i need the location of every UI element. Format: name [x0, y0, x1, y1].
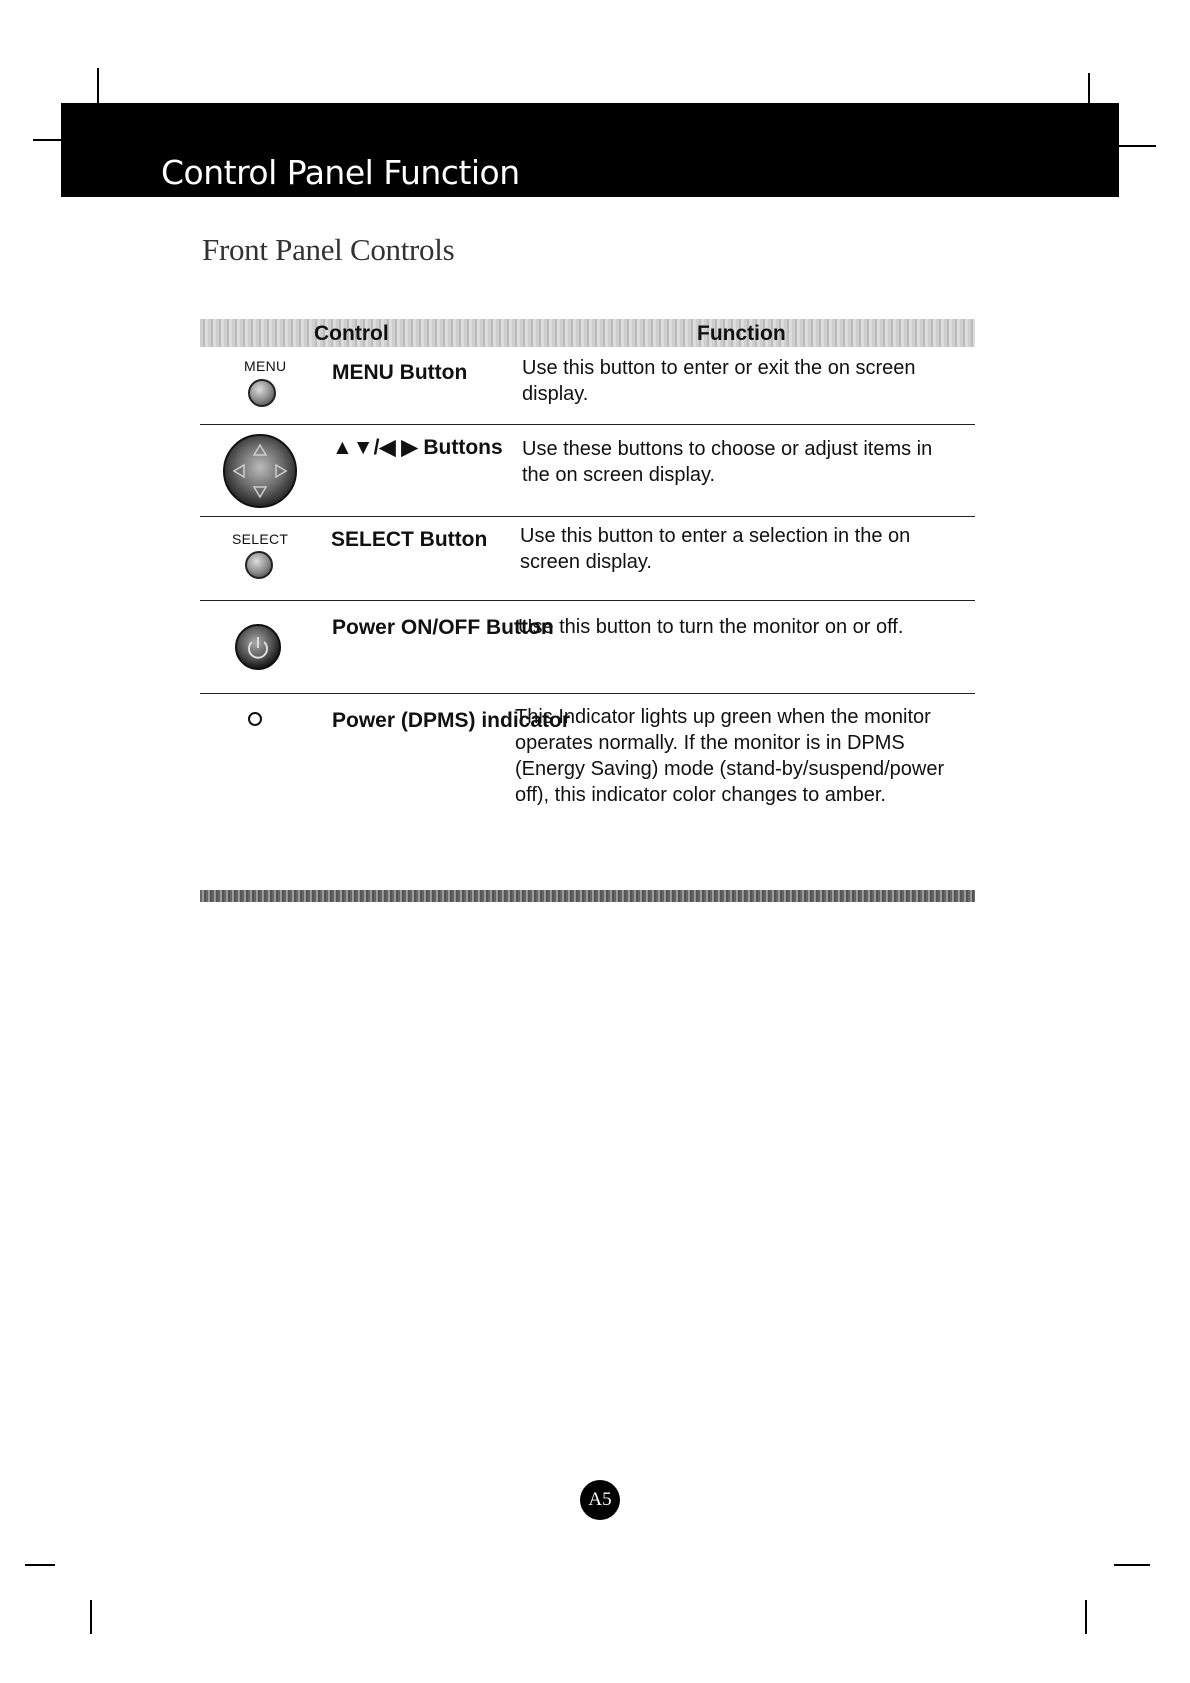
header-bar: [61, 103, 1119, 197]
page-title: Control Panel Function: [161, 153, 520, 192]
control-function: Use this button to turn the monitor on or off.: [518, 616, 904, 638]
control-function: This Indicator lights up green when the monitor operates normally. If the monitor is in DPMS (Energy Saving) mode (stand-by/suspend/power off), this indicator color changes to amber.: [515, 706, 945, 806]
column-header-function: Function: [697, 322, 786, 345]
crop-mark: [33, 139, 63, 141]
section-title: Front Panel Controls: [202, 232, 455, 267]
control-name: Power (DPMS) indicator: [332, 709, 571, 732]
table-row: [200, 517, 975, 601]
column-header-control: Control: [314, 322, 389, 345]
button-caption: MENU: [244, 358, 287, 374]
control-name: ▲▼/◀ ▶ Buttons: [332, 436, 503, 459]
power-indicator-icon: [248, 712, 262, 726]
table-header: [200, 319, 975, 347]
crop-mark: [1085, 1600, 1087, 1634]
crop-mark: [1119, 145, 1156, 147]
crop-mark: [25, 1564, 55, 1566]
table-row: [200, 352, 975, 425]
power-button-icon: [234, 623, 282, 671]
table-row: [200, 694, 975, 854]
control-function: Use this button to enter a selection in the on screen display.: [520, 525, 911, 573]
button-caption: SELECT: [232, 531, 289, 547]
table-row: [200, 601, 975, 694]
table-row: [200, 425, 975, 517]
select-button-icon: [245, 551, 273, 579]
table-bottom-bar: [200, 890, 975, 902]
arrow-pad-icon: [222, 433, 298, 509]
crop-mark: [97, 68, 99, 106]
menu-button-icon: [248, 379, 276, 407]
page-number: A5: [580, 1480, 620, 1520]
crop-mark: [1114, 1564, 1150, 1566]
control-function: Use this button to enter or exit the on screen display.: [522, 357, 916, 405]
control-name: MENU Button: [332, 361, 468, 384]
control-name: Power ON/OFF Button: [332, 616, 554, 639]
control-name: SELECT Button: [331, 528, 488, 551]
crop-mark: [90, 1600, 92, 1634]
control-function: Use these buttons to choose or adjust items in the on screen display.: [522, 438, 933, 486]
